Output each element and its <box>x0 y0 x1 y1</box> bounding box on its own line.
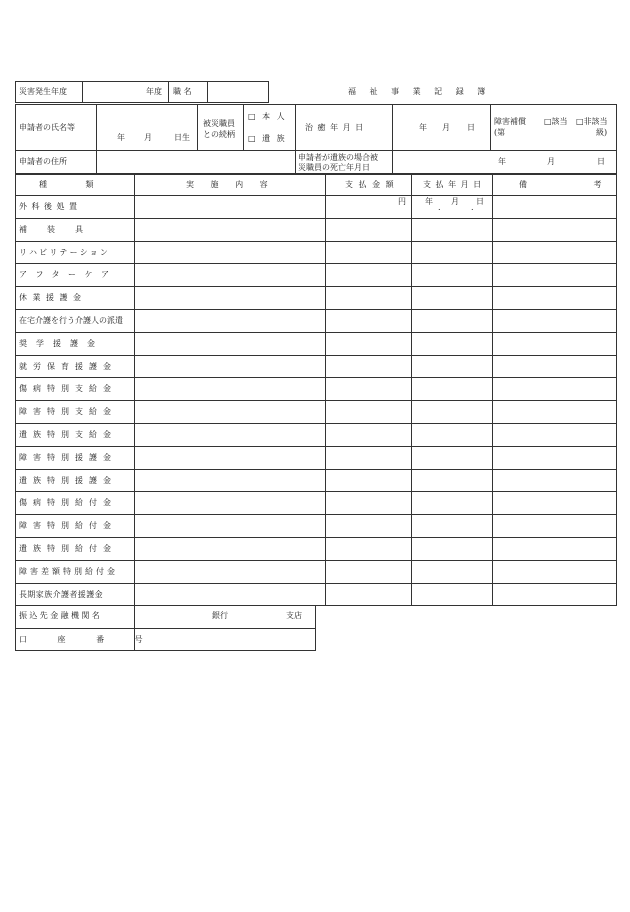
relation-label: 被災職員 との続柄 <box>203 119 235 139</box>
cure-month: 月 <box>442 123 450 132</box>
table-row-divider <box>15 263 617 264</box>
table-row-divider <box>15 537 617 538</box>
table-row-divider <box>15 309 617 310</box>
divider <box>207 81 208 103</box>
table-row-divider <box>15 195 617 196</box>
header-remarks: 備 考 <box>519 180 602 189</box>
birth-year: 年 <box>117 133 125 142</box>
table-row-label: 障害差額特別給付金 <box>19 566 118 576</box>
table-row-label: 障害特別援護金 <box>19 452 117 462</box>
divider <box>134 174 135 606</box>
header-content: 実 施 内 容 <box>186 180 268 189</box>
divider <box>411 174 412 606</box>
table-row-divider <box>15 400 617 401</box>
divider <box>15 150 617 151</box>
divider <box>243 104 244 150</box>
divider <box>15 628 316 629</box>
applicable-checkbox-option[interactable]: □該当 <box>544 117 568 126</box>
table-row-label: アフターケア <box>19 270 118 280</box>
divider <box>392 104 393 174</box>
header-pay-date: 支 払 年 月 日 <box>423 180 482 189</box>
branch-suffix: 支店 <box>286 611 302 620</box>
table-row-label: 遺族特別援護金 <box>19 475 117 485</box>
divider <box>325 174 326 606</box>
bank-institution-label <box>19 612 130 620</box>
applicant-address-label: 申請者の住所 <box>19 157 67 166</box>
divider <box>490 104 491 150</box>
divider <box>168 81 169 103</box>
table-row-label: 外科後処置 <box>19 202 82 211</box>
table-row-divider <box>15 286 617 287</box>
birth-day: 日生 <box>174 133 190 142</box>
death-month: 月 <box>547 157 555 166</box>
death-day: 日 <box>597 157 605 166</box>
divider <box>96 104 97 174</box>
disability-grade-open: (第 <box>494 128 506 137</box>
death-year: 年 <box>498 157 506 166</box>
table-row-label: 就労保育援護金 <box>19 361 117 371</box>
nendo-label: 年度 <box>146 87 162 96</box>
disability-label: 障害補償 <box>494 117 526 126</box>
pay-year: 年 <box>425 197 433 206</box>
not-applicable-checkbox-option[interactable]: □非該当 <box>576 117 608 126</box>
bank-suffix: 銀行 <box>212 611 228 620</box>
bank-institution-label-text: 振込先金融機関名 <box>19 611 103 620</box>
yen-unit: 円 <box>398 197 406 206</box>
table-row-divider <box>15 241 617 242</box>
header-type <box>39 181 111 189</box>
table-row-divider <box>15 377 617 378</box>
table-row-label: リハビリテーション <box>19 247 111 257</box>
table-row-label: 障害特別給付金 <box>19 521 117 531</box>
table-row-divider <box>15 514 617 515</box>
table-row-divider <box>15 423 617 424</box>
table-row-label: 奨学援護金 <box>19 338 104 348</box>
date-dot: . <box>438 203 441 212</box>
table-row-divider <box>15 355 617 356</box>
birth-month: 月 <box>144 133 152 142</box>
self-checkbox-option[interactable]: □ 本 人 <box>248 112 285 121</box>
divider <box>295 104 296 174</box>
account-number-label: 口 座 番 号 <box>19 635 143 644</box>
disability-grade-close: 級) <box>596 128 608 137</box>
job-title-label: 職 名 <box>173 87 192 96</box>
table-row-label: 休業援護金 <box>19 293 87 303</box>
table-row-divider <box>15 560 617 561</box>
document-title: 福 祉 事 業 記 録 簿 <box>348 87 487 96</box>
table-row-label: 遺族特別支給金 <box>19 430 117 439</box>
divider <box>134 605 135 651</box>
disaster-year-label: 災害発生年度 <box>19 87 67 96</box>
table-row-divider <box>15 491 617 492</box>
table-row-label: 障害特別支給金 <box>19 407 117 417</box>
table-row-label: 傷病特別支給金 <box>19 384 117 394</box>
pay-month: 月 <box>451 197 459 206</box>
table-row-divider <box>15 469 617 470</box>
divider <box>82 81 83 103</box>
table-row-label: 在宅介護を行う介護人の派遣 <box>19 316 123 325</box>
table-row-label: 傷病特別給付金 <box>19 498 117 508</box>
header-amount: 支 払 金 額 <box>345 180 394 189</box>
table-row-divider <box>15 583 617 584</box>
divider <box>492 174 493 606</box>
table-row-label: 補装具 <box>19 224 103 234</box>
cure-year: 年 <box>419 123 427 132</box>
date-dot: . <box>471 203 474 212</box>
table-row-divider <box>15 332 617 333</box>
table-row-label: 遺族特別給付金 <box>19 544 117 553</box>
table-row-label: 長期家族介護者援護金 <box>19 589 103 599</box>
header-type-text: 種 類 <box>39 180 94 189</box>
table-row-divider <box>15 218 617 219</box>
death-date-label: 申請者が遺族の場合被 災職員の死亡年月日 <box>298 153 378 172</box>
divider <box>197 104 198 150</box>
cure-day: 日 <box>467 123 475 132</box>
table-row-divider <box>15 446 617 447</box>
pay-day: 日 <box>476 197 484 206</box>
cure-date-label: 治 癒 年 月 日 <box>305 123 364 132</box>
applicant-name-label: 申請者の氏名等 <box>19 123 75 132</box>
family-checkbox-option[interactable]: □ 遺 族 <box>248 134 285 143</box>
